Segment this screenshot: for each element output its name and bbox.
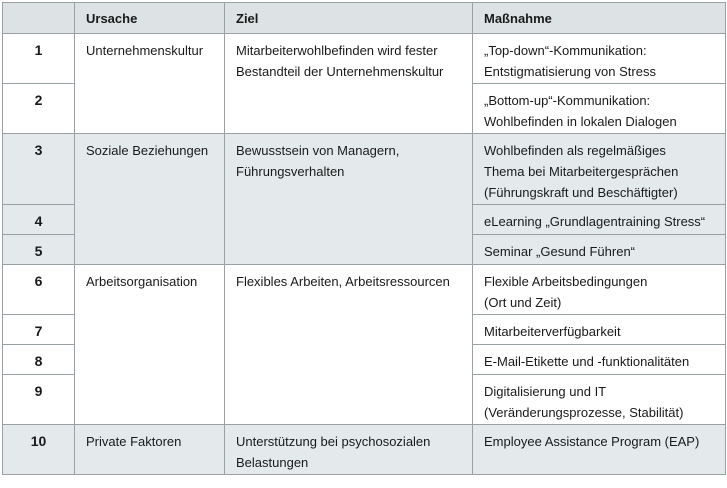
cause-cell: Arbeitsorganisation bbox=[75, 265, 225, 425]
measure-cell: Employee Assistance Program (EAP) bbox=[473, 425, 726, 475]
goal-cell: Flexibles Arbeiten, Arbeitsressourcen bbox=[225, 265, 473, 425]
header-row bbox=[3, 3, 726, 34]
cause-cell: Unternehmenskultur bbox=[75, 34, 225, 134]
table-row bbox=[3, 34, 726, 84]
cause-cell: Soziale Beziehungen bbox=[75, 134, 225, 265]
header-ursache: Ursache bbox=[75, 3, 225, 34]
measure-cell: E-Mail-Etikette und -funktionalitäten bbox=[473, 345, 726, 375]
measure-cell: eLearning „Grundlagentraining Stress“ bbox=[473, 205, 726, 235]
row-number: 7 bbox=[3, 315, 75, 345]
cause-cell: Private Faktoren bbox=[75, 425, 225, 475]
row-number: 6 bbox=[3, 265, 75, 315]
measure-cell: Flexible Arbeitsbedingungen (Ort und Zeit) bbox=[473, 265, 726, 315]
measure-cell: „Bottom-up“-Kommunikation: Wohlbefinden in lokalen Dialogen bbox=[473, 84, 726, 134]
table-row bbox=[3, 425, 726, 475]
measure-cell: Digitalisierung und IT (Veränderungsprozesse, Stabilität) bbox=[473, 375, 726, 425]
measure-cell: Mitarbeiterverfügbarkeit bbox=[473, 315, 726, 345]
row-number: 3 bbox=[3, 134, 75, 205]
row-number: 4 bbox=[3, 205, 75, 235]
row-number: 9 bbox=[3, 375, 75, 425]
row-number: 5 bbox=[3, 235, 75, 265]
measure-cell: „Top-down“-Kommunikation: Entstigmatisierung von Stress bbox=[473, 34, 726, 84]
measure-cell: Seminar „Gesund Führen“ bbox=[473, 235, 726, 265]
goal-cell: Unterstützung bei psychosozialen Belastungen bbox=[225, 425, 473, 475]
row-number: 8 bbox=[3, 345, 75, 375]
header-ziel: Ziel bbox=[225, 3, 473, 34]
measures-table bbox=[2, 2, 726, 475]
header-massnahme: Maßnahme bbox=[473, 3, 726, 34]
table-row bbox=[3, 265, 726, 315]
goal-cell: Bewusstsein von Managern, Führungsverhalten bbox=[225, 134, 473, 265]
row-number: 2 bbox=[3, 84, 75, 134]
measure-cell: Wohlbefinden als regelmäßiges Thema bei Mitarbeitergesprächen (Führungskraft und Beschäftigter) bbox=[473, 134, 726, 205]
goal-cell: Mitarbeiterwohlbefinden wird fester Bestandteil der Unternehmenskultur bbox=[225, 34, 473, 134]
header-num bbox=[3, 3, 75, 34]
table-row bbox=[3, 134, 726, 205]
row-number: 1 bbox=[3, 34, 75, 84]
row-number: 10 bbox=[3, 425, 75, 475]
